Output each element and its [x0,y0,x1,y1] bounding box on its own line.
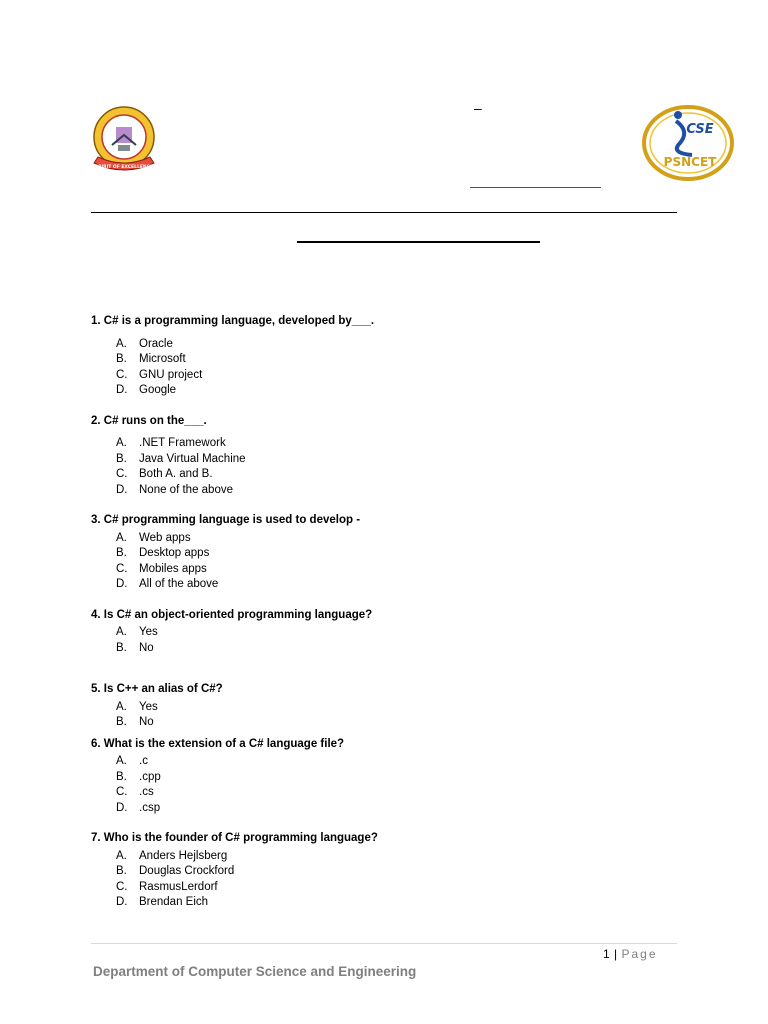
quiz-questions [91,314,681,926]
question-1 [91,314,681,399]
option-a: A. .NET Framework [116,437,226,449]
option-a: A. .c [116,755,148,767]
link-underline [470,187,601,188]
svg-text:CSE: CSE [686,122,714,137]
question-text: 3. C# programming language is used to develop - [91,514,361,526]
department-logo [640,103,736,183]
footer-rule [91,943,677,944]
option-c: C. .cs [116,786,154,798]
option-a: A. Web apps [116,531,191,544]
option-a: A. Anders Hejlsberg [116,849,228,862]
header-rule [91,212,677,213]
option-b: B. Desktop apps [116,547,210,559]
title-underline [297,241,540,243]
option-c: C. Both A. and B. [116,468,213,480]
question-7 [91,831,681,911]
option-c: C. Mobiles apps [116,562,207,575]
question-text: 1. C# is a programming language, developed by___. [91,315,375,327]
question-text: 2. C# runs on the___. [91,414,207,427]
question-2 [91,414,681,499]
svg-text:SPIRIT OF EXCELLENCE: SPIRIT OF EXCELLENCE [94,165,154,170]
question-3 [91,513,681,593]
question-6 [91,737,681,817]
question-text: 7. Who is the founder of C# programming language? [91,832,378,844]
option-d: D. All of the above [116,578,219,590]
option-d: D. Google [116,384,177,396]
option-b: B. Java Virtual Machine [116,452,246,465]
option-b: B. No [116,641,154,654]
option-b: B. Douglas Crockford [116,865,235,877]
page-number: 1 | Page [603,947,658,961]
question-text: 5. Is C++ an alias of C#? [91,683,223,695]
option-c: C. GNU project [116,368,203,381]
option-d: D. None of the above [116,483,233,496]
header-dash: – [474,100,482,116]
option-b: B. Microsoft [116,353,186,365]
question-text: 6. What is the extension of a C# language file? [91,737,345,750]
option-d: D. .csp [116,801,161,814]
question-4 [91,608,681,657]
question-5 [91,682,681,731]
college-logo [88,105,160,177]
option-b: B. No [116,716,154,728]
option-b: B. .cpp [116,770,161,783]
department-footer: Department of Computer Science and Engineering [93,964,417,979]
svg-text:PSNCET: PSNCET [663,155,717,169]
option-a: A. Yes [116,700,158,713]
question-text: 4. Is C# an object-oriented programming language? [91,608,373,621]
option-d: D. Brendan Eich [116,896,209,908]
option-a: A. Oracle [116,337,173,350]
option-a: A. Yes [116,626,158,638]
option-c: C. RasmusLerdorf [116,880,218,893]
